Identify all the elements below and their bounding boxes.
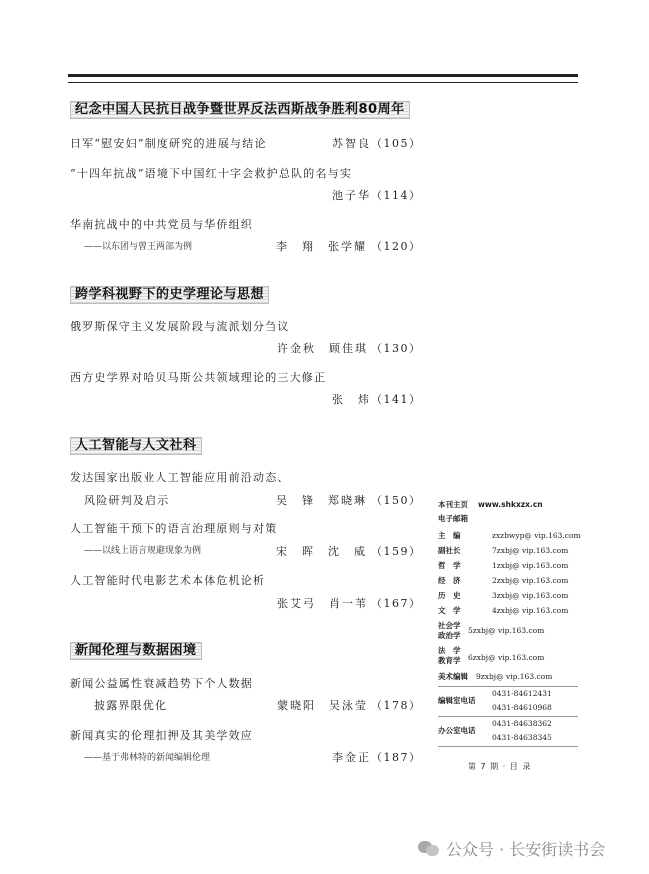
article-author: 许金秋 顾佳琪: [277, 342, 368, 355]
article-title[interactable]: 新闻公益属性衰减趋势下个人数据: [70, 677, 253, 690]
contact-label: 哲 学: [438, 561, 461, 570]
article-page: （105）: [371, 137, 422, 150]
divider: [438, 716, 578, 717]
article-subtitle: ——以线上语言规避现象为例: [84, 546, 202, 556]
issue-footer: 第 7 期 · 目 录: [468, 762, 532, 771]
article-title[interactable]: 俄罗斯保守主义发展阶段与流派划分刍议: [70, 320, 290, 333]
contact-label: 文 学: [438, 606, 461, 615]
phone-number: 0431-84610968: [492, 703, 552, 712]
contact-email[interactable]: 4zxbj@ vip.163.com: [492, 606, 569, 615]
email-label: 电子邮箱: [438, 514, 468, 523]
contact-label: 法 学: [438, 646, 461, 655]
office-phone-label: 办公室电话: [438, 726, 476, 735]
article-page: （167）: [371, 597, 422, 610]
editorial-phone-label: 编辑室电话: [438, 696, 476, 705]
article-author: 张艾弓 肖一苇: [277, 597, 368, 610]
contact-label-line2: 政治学: [438, 631, 461, 640]
article-title[interactable]: 新闻真实的伦理扣押及其美学效应: [70, 729, 253, 742]
article-author: 池子华: [332, 189, 371, 202]
article-page: （130）: [371, 342, 422, 355]
contact-email[interactable]: 3zxbj@ vip.163.com: [492, 591, 569, 600]
contact-label: 社会学: [438, 621, 461, 630]
article-author: 吴 锋 郑晓琳: [276, 494, 367, 507]
contact-label: 主 编: [438, 531, 461, 540]
contact-label: 副社长: [438, 546, 461, 555]
contact-label: 经 济: [438, 576, 461, 585]
article-page: （120）: [371, 240, 422, 253]
contact-label: 历 史: [438, 591, 461, 600]
phone-number: 0431-84638362: [492, 719, 552, 728]
article-title[interactable]: 华南抗战中的中共党员与华侨组织: [70, 218, 253, 231]
article-subtitle: ——以东团与曾王两部为例: [84, 242, 193, 252]
watermark: [418, 838, 605, 858]
article-title[interactable]: 人工智能干预下的语言治理原则与对策: [70, 522, 278, 535]
article-title-line2[interactable]: 风险研判及启示: [84, 494, 170, 507]
article-title[interactable]: 发达国家出版业人工智能应用前沿动态、: [70, 471, 290, 484]
watermark-text: 公众号 · 长安街读书会: [446, 839, 606, 859]
section-heading: 人工智能与人文社科: [70, 437, 202, 455]
homepage-link[interactable]: www.shkxzx.cn: [478, 500, 543, 509]
contact-email[interactable]: 1zxbj@ vip.163.com: [492, 561, 569, 570]
article-title[interactable]: 西方史学界对哈贝马斯公共领域理论的三大修正: [70, 371, 327, 384]
article-subtitle: ——基于弗林特的新闻编辑伦理: [84, 753, 211, 763]
wechat-icon: [418, 839, 440, 857]
article-page: （159）: [371, 545, 422, 558]
contact-email[interactable]: 6zxbj@ vip.163.com: [468, 653, 545, 662]
contact-email[interactable]: 9zxbj@ vip.163.com: [476, 672, 553, 681]
section-heading: 跨学科视野下的史学理论与思想: [70, 286, 269, 304]
article-author: 宋 晖 沈 威: [276, 545, 367, 558]
article-author: 蒙晓阳 吴泳莹: [277, 699, 368, 712]
divider: [438, 686, 578, 687]
article-title[interactable]: 日军“慰安妇”制度研究的进展与结论: [70, 137, 267, 150]
article-page: （178）: [371, 699, 422, 712]
article-author: 张 炜: [332, 393, 371, 406]
contact-label-line2: 教育学: [438, 656, 461, 665]
section-heading: 纪念中国人民抗日战争暨世界反法西斯战争胜利80周年: [70, 101, 410, 119]
article-page: （141）: [371, 393, 422, 406]
contact-email[interactable]: 2zxbj@ vip.163.com: [492, 576, 569, 585]
phone-number: 0431-84612431: [492, 689, 552, 698]
divider: [438, 746, 578, 747]
article-title-line2[interactable]: 披露界限优化: [94, 699, 168, 712]
article-page: （187）: [371, 751, 422, 764]
homepage-label: 本刊主页: [438, 500, 468, 509]
article-author: 李 翔 张学耀: [276, 240, 367, 253]
top-double-rule: [68, 74, 578, 83]
contact-label: 美术编辑: [438, 672, 468, 681]
article-page: （150）: [371, 494, 422, 507]
phone-number: 0431-84638345: [492, 733, 552, 742]
article-author: 苏智良: [332, 137, 371, 150]
article-page: （114）: [371, 189, 422, 202]
section-heading: 新闻伦理与数据困境: [70, 642, 202, 660]
contact-email[interactable]: 5zxbj@ vip.163.com: [468, 626, 545, 635]
article-title[interactable]: 人工智能时代电影艺术本体危机论析: [70, 574, 266, 587]
contact-email[interactable]: zxzbwyp@ vip.163.com: [492, 531, 581, 540]
article-author: 李金正: [332, 751, 371, 764]
contact-email[interactable]: 7zxbj@ vip.163.com: [492, 546, 569, 555]
article-title[interactable]: “十四年抗战”语境下中国红十字会救护总队的名与实: [70, 167, 353, 180]
